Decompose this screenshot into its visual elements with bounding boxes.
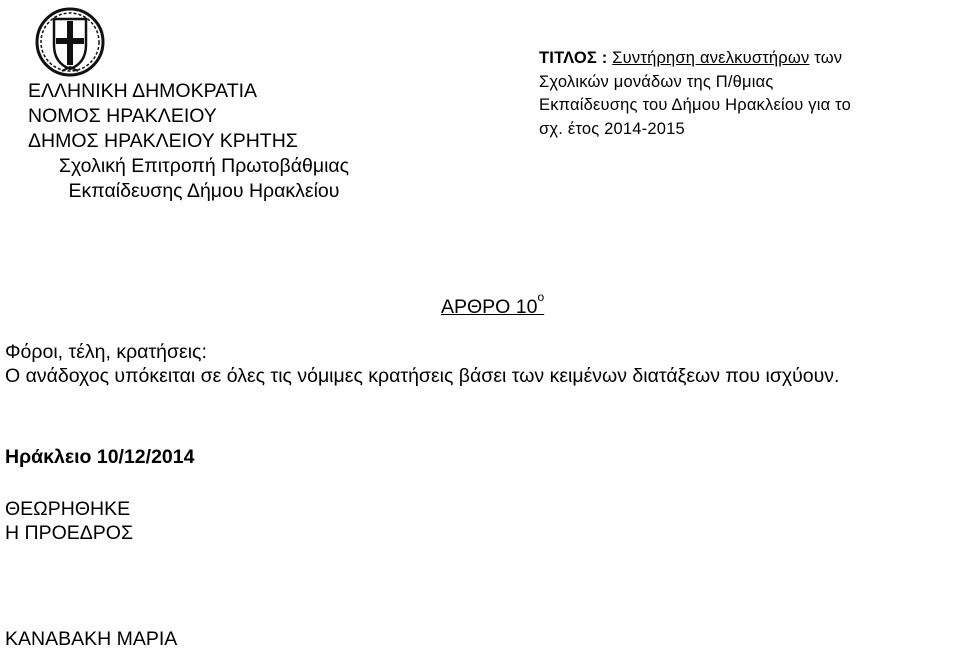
header-line-education: Εκπαίδευσης Δήμου Ηρακλείου [68,180,340,202]
title-label: ΤΙΤΛΟΣ : [539,49,613,67]
title-line-4: σχ. έτος 2014-2015 [539,119,685,138]
project-title [539,47,851,141]
title-underlined: Συντήρηση ανελκυστήρων [612,49,810,67]
greek-state-emblem-icon [34,5,106,77]
title-line1-rest: των [809,49,843,67]
document-date: Ηράκλειο 10/12/2014 [5,446,195,468]
article-superscript: ο [537,290,545,304]
title-line-3: Εκπαίδευσης του Δήμου Ηρακλείου για το [539,96,851,114]
signatory-name: ΚΑΝΑΒΑΚΗ ΜΑΡΙΑ [5,628,178,650]
article-body-text: Ο ανάδοχος υπόκειται σε όλες τις νόμιμες κρατήσεις βάσει των κειμένων διατάξεων που ισχύουν. [5,365,840,387]
header-line-prefecture: ΝΟΜΟΣ ΗΡΑΚΛΕΙΟΥ [28,105,217,127]
article-body-heading: Φόροι, τέλη, κρατήσεις: [5,341,207,363]
header-line-municipality: ΔΗΜΟΣ ΗΡΑΚΛΕΙΟΥ ΚΡΗΤΗΣ [28,130,298,152]
approval-block [5,497,133,545]
issuer-header [28,79,380,204]
title-line-2: Σχολικών μονάδων της Π/θμιας [539,72,774,91]
approval-line-1: ΘΕΩΡΗΘΗΚΕ [5,498,131,520]
article-body [5,340,839,388]
title-line-1 [539,47,851,71]
approval-line-2: Η ΠΡΟΕΔΡΟΣ [5,522,134,544]
article-label: ΑΡΘΡΟ 10 [441,296,538,318]
header-line-committee: Σχολική Επιτροπή Πρωτοβάθμιας [58,155,350,177]
article-heading [441,290,544,319]
header-line-republic: ΕΛΛΗΝΙΚΗ ΔΗΜΟΚΡΑΤΙΑ [28,80,258,102]
